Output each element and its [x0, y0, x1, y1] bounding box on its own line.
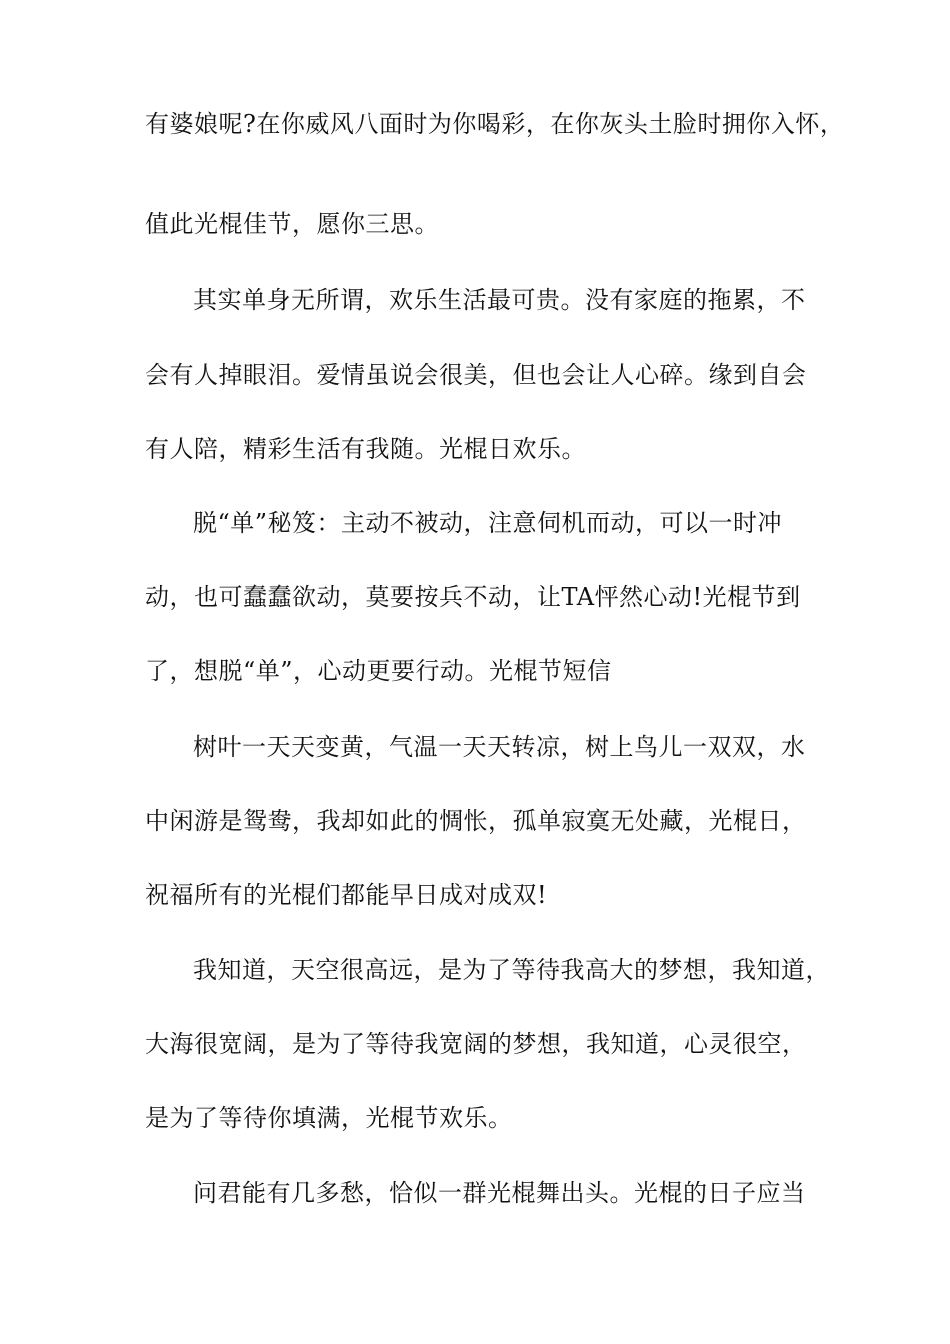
text-line: 有婆娘呢?在你威风八面时为你喝彩，在你灰头土脸时拥你入怀，	[145, 110, 845, 138]
paragraph-start-line: 其实单身无所谓，欢乐生活最可贵。没有家庭的拖累，不	[193, 286, 806, 314]
text-line: 值此光棍佳节，愿你三思。	[145, 210, 439, 238]
text-line: 了，想脱“单”，心动更要行动。光棍节短信	[145, 657, 612, 685]
text-line: 祝福所有的光棍们都能早日成对成双!	[145, 881, 548, 909]
paragraph-start-line: 问君能有几多愁，恰似一群光棍舞出头。光棍的日子应当	[193, 1179, 806, 1207]
text-line: 是为了等待你填满，光棍节欢乐。	[145, 1104, 513, 1132]
paragraph-start-line: 我知道，天空很高远，是为了等待我高大的梦想，我知道，	[193, 956, 830, 984]
paragraph-start-line: 树叶一天天变黄，气温一天天转凉，树上鸟儿一双双，水	[193, 733, 806, 761]
text-line: 大海很宽阔，是为了等待我宽阔的梦想，我知道，心灵很空，	[145, 1030, 807, 1058]
text-line: 中闲游是鸳鸯，我却如此的惆怅，孤单寂寞无处藏，光棍日，	[145, 807, 807, 835]
text-line: 动，也可蠢蠢欲动，莫要按兵不动，让TA怦然心动!光棍节到	[145, 583, 801, 611]
paragraph-start-line: 脱“单”秘笈：主动不被动，注意伺机而动，可以一时冲	[193, 509, 783, 537]
text-line: 会有人掉眼泪。爱情虽说会很美，但也会让人心碎。缘到自会	[145, 361, 807, 389]
text-line: 有人陪，精彩生活有我随。光棍日欢乐。	[145, 435, 586, 463]
